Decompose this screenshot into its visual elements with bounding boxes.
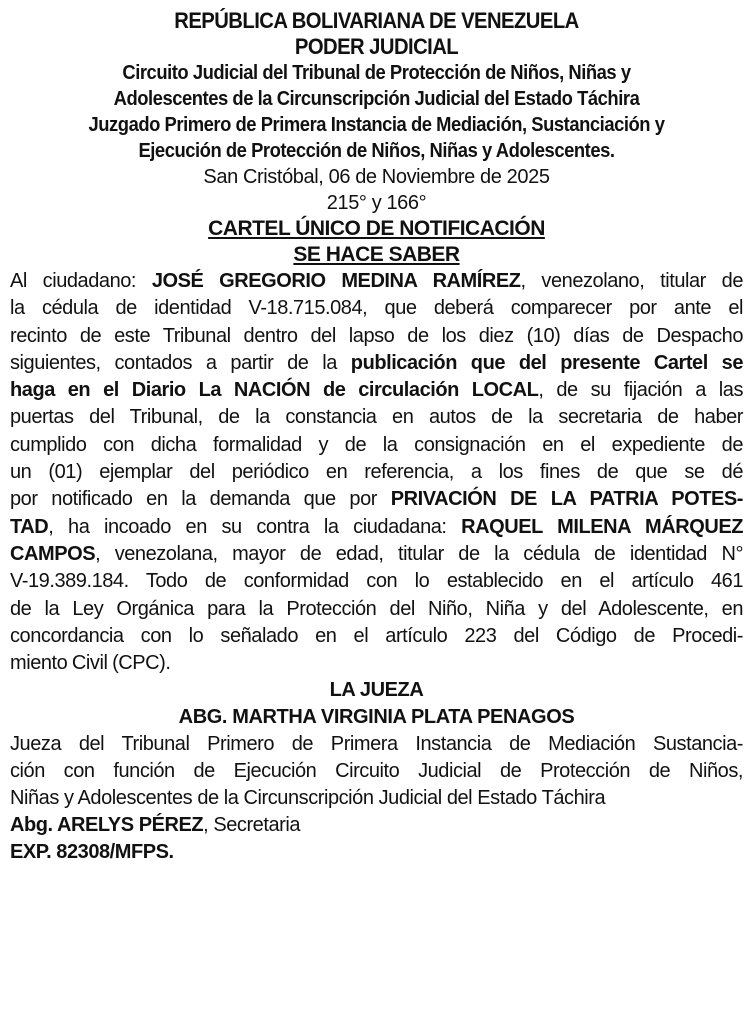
body-line: concordancia con lo señalado en el artículo 223 del Código de Procedi- [10, 624, 743, 647]
signature-block [10, 677, 743, 731]
header-republic: REPÚBLICA BOLIVARIANA DE VENEZUELA [174, 8, 579, 33]
body-line: TAD, ha incoado en su contra la ciudadana: RAQUEL MILENA MÁRQUEZ [10, 515, 743, 538]
years: 215° y 166° [326, 192, 427, 214]
place-date: San Cristóbal, 06 de Noviembre de 2025 [203, 166, 550, 188]
signature-role: LA JUEZA [329, 679, 424, 702]
secretary-name: Abg. ARELYS PÉREZ [10, 814, 204, 837]
body-line: miento Civil (CPC). [10, 652, 171, 675]
header-circuit-2: Adolescentes de la Circunscripción Judicial del Estado Táchira [113, 88, 640, 110]
header-judicial-power: PODER JUDICIAL [294, 34, 459, 59]
notice-body [10, 268, 743, 677]
header-circuit-1: Circuito Judicial del Tribunal de Protección de Niños, Niñas y [122, 62, 631, 84]
citizen-name: JOSÉ GREGORIO MEDINA RAMÍREZ [151, 270, 521, 292]
body-line: por notificado en la demanda que por PRIVACIÓN DE LA PATRIA POTES- [10, 488, 743, 511]
body-line: cumplido con dicha formalidad y de la consignación en el expediente de [10, 433, 743, 456]
body-line: CAMPOS, venezolana, mayor de edad, titular de la cédula de identidad N° [10, 542, 743, 565]
footer-line: ción con función de Ejecución Circuito Judicial de Protección de Niños, [10, 760, 743, 783]
signature-name: ABG. MARTHA VIRGINIA PLATA PENAGOS [178, 706, 575, 729]
body-line: puertas del Tribunal, de la constancia en autos de la secretaria de haber [10, 406, 743, 429]
body-line: haga en el Diario La NACIÓN de circulación LOCAL, de su fijación a las [10, 379, 743, 402]
body-line: siguientes, contados a partir de la publicación que del presente Cartel se [10, 351, 743, 374]
secretary-line: Abg. ARELYS PÉREZ, Secretaria [10, 814, 300, 837]
footer [10, 731, 743, 866]
footer-line: Jueza del Tribunal Primero de Primera Instancia de Mediación Sustancia- [10, 733, 743, 756]
respondent-name: RAQUEL MILENA MÁRQUEZ [461, 515, 743, 538]
notice-document [10, 8, 743, 866]
case-number: EXP. 82308/MFPS. [10, 841, 174, 864]
header [10, 8, 743, 268]
body-line: de la Ley Orgánica para la Protección del Niño, Niña y del Adolescente, en [10, 597, 743, 620]
body-line: recinto de este Tribunal dentro del lapso de los diez (10) días de Despacho [10, 324, 743, 347]
body-line: Al ciudadano: JOSÉ GREGORIO MEDINA RAMÍREZ, venezolano, titular de [10, 270, 743, 292]
header-court-2: Ejecución de Protección de Niños, Niñas y Adolescentes. [138, 140, 615, 162]
notice-subtitle: SE HACE SABER [293, 243, 460, 266]
body-line: un (01) ejemplar del periódico en referencia, a los fines de que se dé [10, 461, 743, 484]
footer-line: Niñas y Adolescentes de la Circunscripción Judicial del Estado Táchira [10, 787, 606, 810]
notice-title: CARTEL ÚNICO DE NOTIFICACIÓN [208, 217, 545, 240]
body-line: la cédula de identidad V-18.715.084, que deberá comparecer por ante el [10, 297, 743, 320]
body-line: V-19.389.184. Todo de conformidad con lo establecido en el artículo 461 [10, 570, 743, 593]
header-court-1: Juzgado Primero de Primera Instancia de Mediación, Sustanciación y [88, 114, 665, 136]
newspaper-ref: haga en el Diario La NACIÓN de circulación LOCAL [10, 379, 539, 402]
